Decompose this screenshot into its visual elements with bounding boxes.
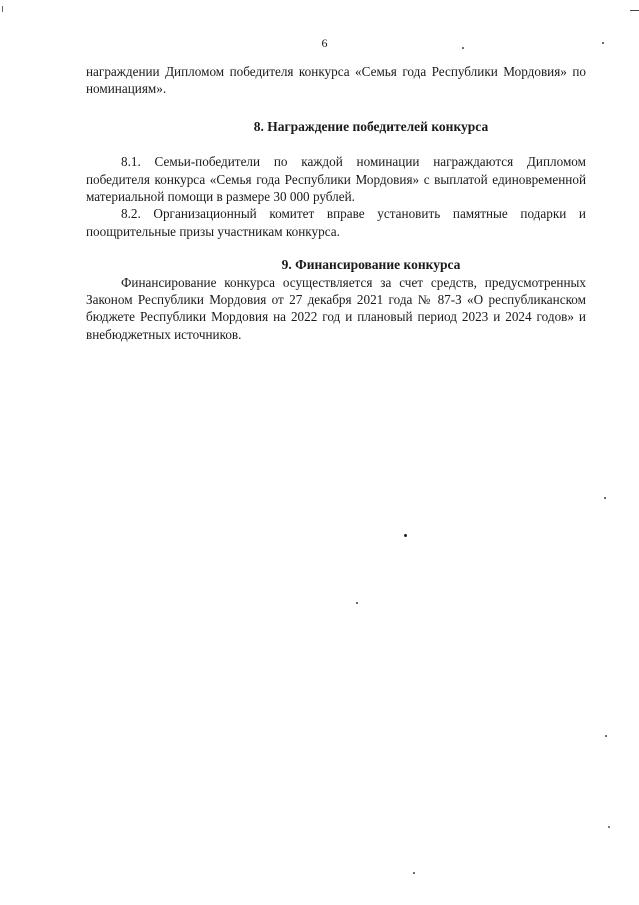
scan-mark bbox=[2, 6, 3, 12]
scan-speck bbox=[604, 497, 606, 499]
scan-speck bbox=[602, 42, 604, 44]
section-8-paragraph-2: 8.2. Организационный комитет вправе установить памятные подарки и поощрительные призы участникам конкурса. bbox=[86, 206, 586, 239]
scan-mark bbox=[630, 10, 639, 11]
scan-speck bbox=[404, 534, 407, 537]
scan-speck bbox=[608, 826, 610, 828]
section-9-paragraph-1: Финансирование конкурса осуществляется за счет средств, предусмотренных Законом Республики Мордовия от 27 декабря 2021 года № 87-З «О республиканском бюджете Республики Мордовия на 2022 год и плановый период 2023 и 2024 годов» и внебюджетных источников. bbox=[86, 274, 586, 342]
scan-speck bbox=[413, 872, 415, 874]
document-body bbox=[86, 63, 586, 343]
page-number: 6 bbox=[321, 36, 328, 50]
scan-speck bbox=[605, 735, 607, 737]
scan-speck bbox=[356, 602, 358, 604]
intro-paragraph: награждении Дипломом победителя конкурса «Семья года Республики Мордовия» по номинациям». bbox=[86, 64, 586, 97]
scan-speck bbox=[462, 47, 464, 49]
section-8-heading: 8. Награждение победителей конкурса bbox=[253, 118, 489, 134]
section-8-paragraph-1: 8.1. Семьи-победители по каждой номинации награждаются Дипломом победителя конкурса «Семья года Республики Мордовия» с выплатой единовременной материальной помощи в размере 30 000 рублей. bbox=[86, 154, 586, 205]
section-9-heading: 9. Финансирование конкурса bbox=[281, 257, 461, 273]
